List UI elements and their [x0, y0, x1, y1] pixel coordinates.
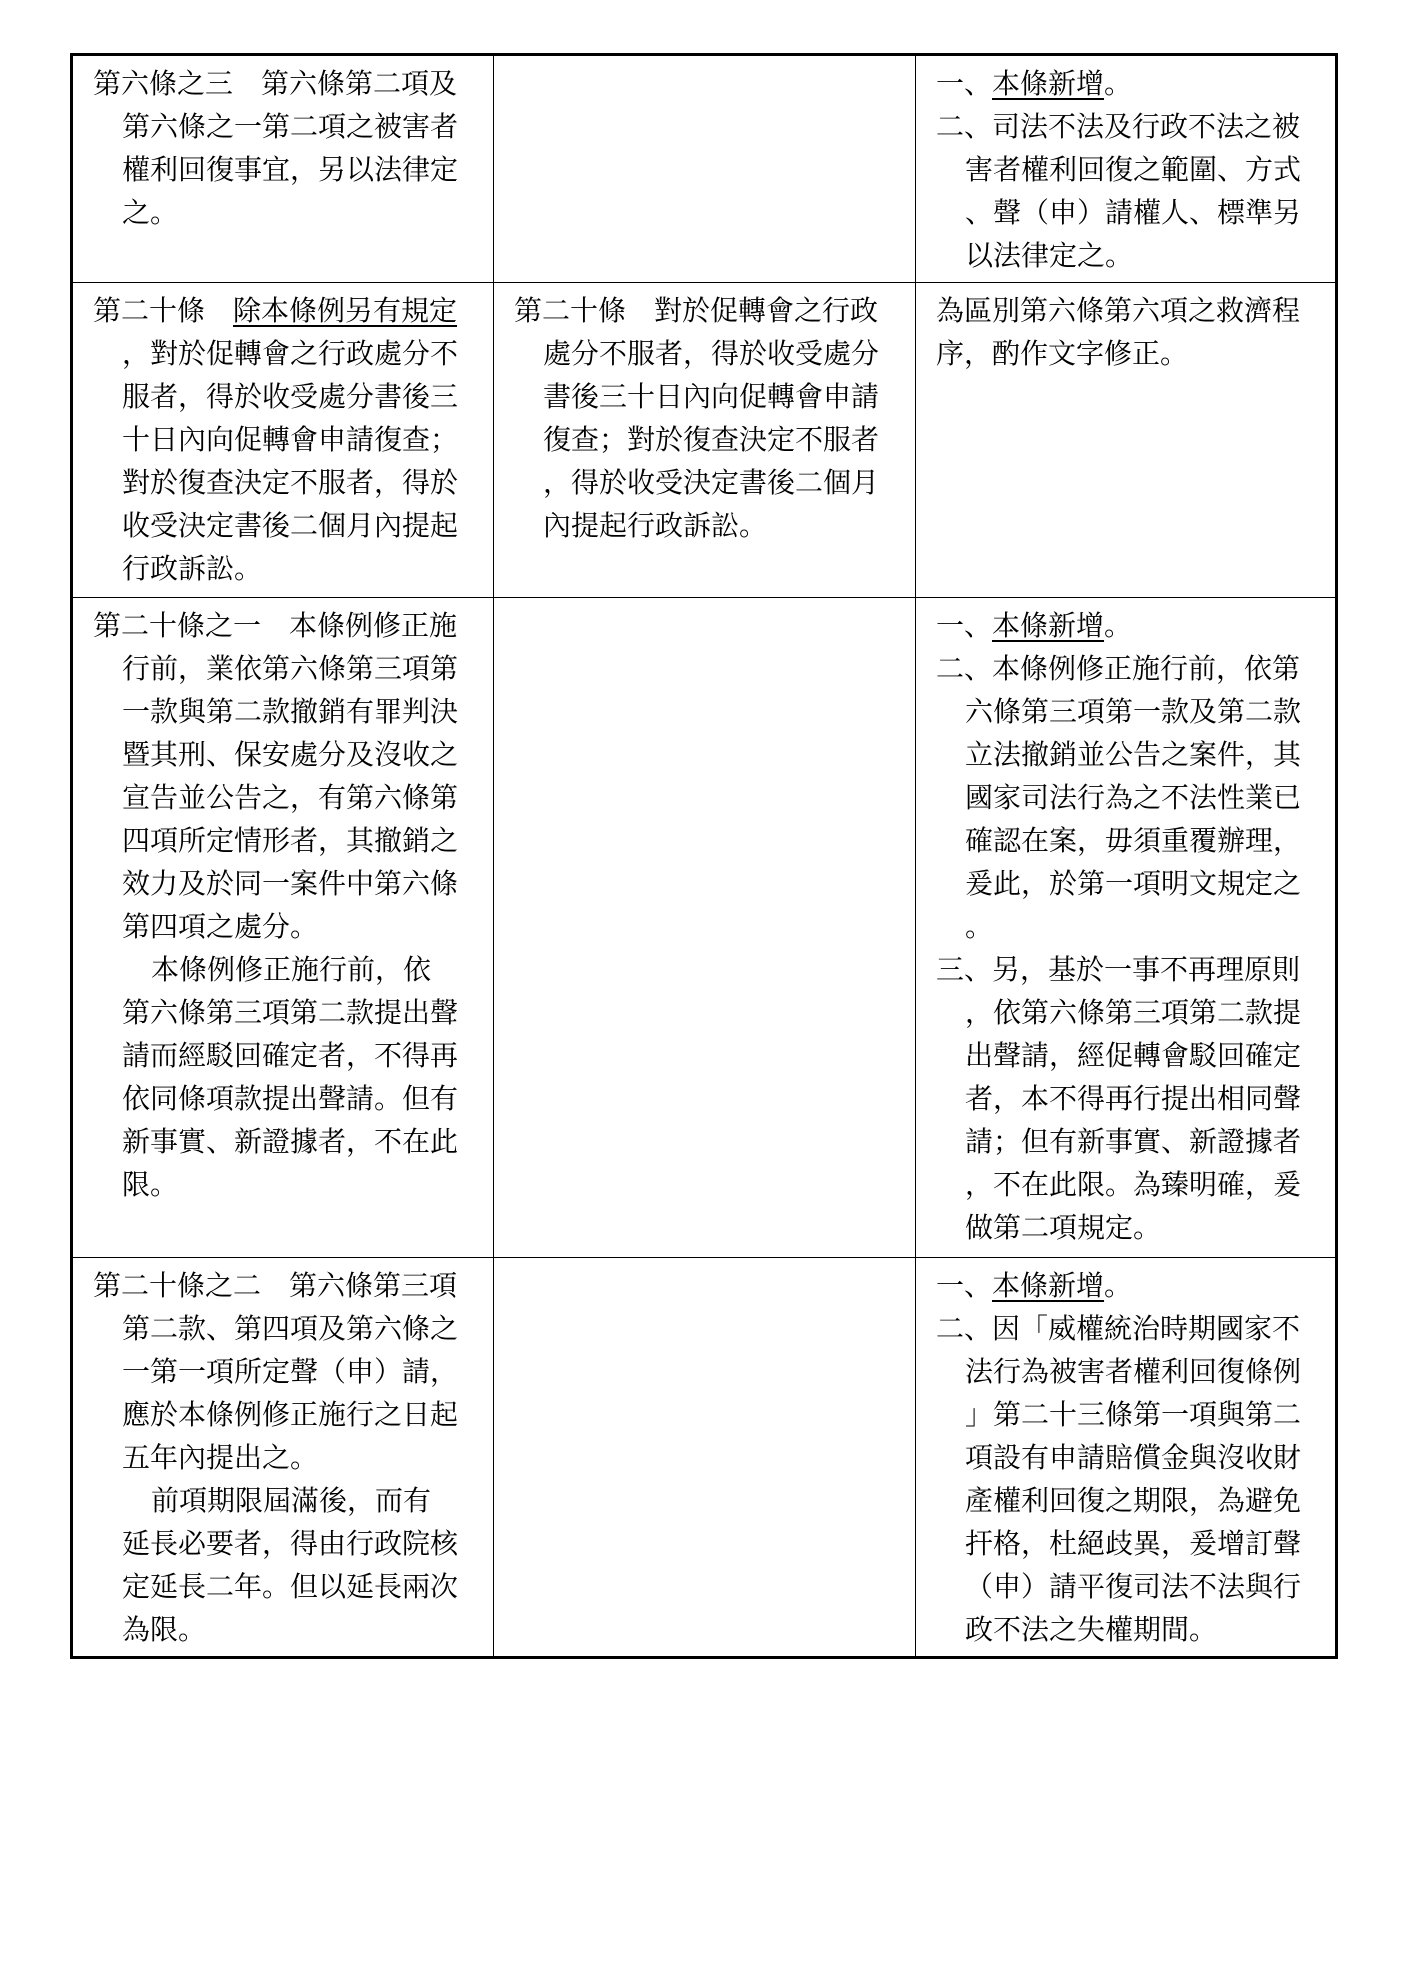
note-line: 。 [965, 910, 994, 943]
text-line: ，對於促轉會之行政處分不 [122, 337, 459, 370]
text-line: 第二十條之一 本條例修正施 [93, 609, 458, 642]
text-line: ，得於收受決定書後二個月 [543, 466, 880, 499]
note-line: 一、本條新增。 [936, 67, 1133, 100]
text-line: 宣告並公告之，有第六條第 [122, 781, 459, 814]
current-text-cell [494, 598, 916, 1258]
text-line: 書後三十日內向促轉會申請 [543, 380, 880, 413]
text-line: 為限。 [122, 1613, 207, 1646]
text-line: 第二款、第四項及第六條之 [122, 1312, 459, 1345]
note-line: 三、另，基於一事不再理原則 [936, 953, 1301, 986]
note-line: 序，酌作文字修正。 [936, 337, 1189, 370]
text-line: 五年內提出之。 [122, 1441, 319, 1474]
table-row [72, 1258, 1337, 1658]
note-line: 請；但有新事實、新證據者 [965, 1125, 1302, 1158]
text-line: 一款與第二款撤銷有罪判決 [122, 695, 459, 728]
note-line: 為區別第六條第六項之救濟程 [936, 294, 1301, 327]
note-line: 出聲請，經促轉會駁回確定 [965, 1039, 1302, 1072]
text-line: 服者，得於收受處分書後三 [122, 380, 459, 413]
note-line: 扞格，杜絕歧異，爰增訂聲 [965, 1527, 1302, 1560]
note-line: 二、司法不法及行政不法之被 [936, 110, 1301, 143]
note-line: 一、本條新增。 [936, 609, 1133, 642]
text-line: 復查；對於復查決定不服者 [543, 423, 880, 456]
text-line: 十日內向促轉會申請復查； [122, 423, 459, 456]
text-line: 第六條之一第二項之被害者 [122, 110, 459, 143]
note-line: 二、因「威權統治時期國家不 [936, 1312, 1301, 1345]
amended-text-cell [72, 1258, 494, 1658]
text-line: 處分不服者，得於收受處分 [543, 337, 880, 370]
table-row [72, 283, 1337, 598]
underlined-text: 本條新增 [992, 67, 1105, 100]
amended-text-cell [72, 283, 494, 598]
note-line: 以法律定之。 [965, 239, 1134, 272]
text-line: 效力及於同一案件中第六條 [122, 867, 459, 900]
underlined-text: 本條新增 [992, 609, 1105, 642]
text-line: 行政訴訟。 [122, 552, 263, 585]
current-text-cell [494, 283, 916, 598]
text-line: 行前，業依第六條第三項第 [122, 652, 459, 685]
explanation-cell [916, 55, 1337, 283]
note-line: 六條第三項第一款及第二款 [965, 695, 1302, 728]
text-line: 限。 [122, 1168, 179, 1201]
explanation-cell [916, 598, 1337, 1258]
text-line: 權利回復事宜，另以法律定 [122, 153, 459, 186]
table-row [72, 598, 1337, 1258]
explanation-cell [916, 283, 1337, 598]
note-line: 項設有申請賠償金與沒收財 [965, 1441, 1302, 1474]
note-line: （申）請平復司法不法與行 [965, 1570, 1302, 1603]
text-line: 第六條第三項第二款提出聲 [122, 996, 459, 1029]
note-line: 一、本條新增。 [936, 1269, 1133, 1302]
note-line: 害者權利回復之範圍、方式 [965, 153, 1302, 186]
underlined-text: 除本條例另有規定 [233, 294, 458, 327]
text-line: 收受決定書後二個月內提起 [122, 509, 459, 542]
text-line: 第四項之處分。 [122, 910, 319, 943]
current-text-cell [494, 1258, 916, 1658]
text-line: 對於復查決定不服者，得於 [122, 466, 459, 499]
current-text-cell [494, 55, 916, 283]
note-line: 產權利回復之期限，為避免 [965, 1484, 1302, 1517]
text-line: 內提起行政訴訟。 [543, 509, 768, 542]
note-line: 者，本不得再行提出相同聲 [965, 1082, 1302, 1115]
amended-text-cell [72, 598, 494, 1258]
text-line: 一第一項所定聲（申）請， [122, 1355, 459, 1388]
text-line: 應於本條例修正施行之日起 [122, 1398, 459, 1431]
text-line: 四項所定情形者，其撤銷之 [122, 824, 459, 857]
comparison-table [70, 53, 1338, 1659]
text-line: 新事實、新證據者，不在此 [122, 1125, 459, 1158]
note-line: 確認在案，毋須重覆辦理， [965, 824, 1302, 857]
text-line: 之。 [122, 196, 179, 229]
text-line: 請而經駁回確定者，不得再 [122, 1039, 459, 1072]
note-line: ，依第六條第三項第二款提 [965, 996, 1302, 1029]
text-line: 定延長二年。但以延長兩次 [122, 1570, 459, 1603]
note-line: 立法撤銷並公告之案件，其 [965, 738, 1302, 771]
text-line: 第二十條之二 第六條第三項 [93, 1269, 458, 1302]
note-line: ，不在此限。為臻明確，爰 [965, 1168, 1302, 1201]
note-line: 二、本條例修正施行前，依第 [936, 652, 1301, 685]
note-line: 政不法之失權期間。 [965, 1613, 1218, 1646]
text-line: 前項期限屆滿後，而有 [151, 1484, 432, 1517]
text-line: 第六條之三 第六條第二項及 [93, 67, 458, 100]
text-line: 延長必要者，得由行政院核 [122, 1527, 459, 1560]
note-line: 爰此，於第一項明文規定之 [965, 867, 1302, 900]
underlined-text: 本條新增 [992, 1269, 1105, 1302]
amended-text-cell [72, 55, 494, 283]
text-line: 第二十條 對於促轉會之行政 [514, 294, 879, 327]
note-line: 法行為被害者權利回復條例 [965, 1355, 1302, 1388]
text-line: 第二十條 除本條例另有規定 [93, 294, 458, 327]
text-line: 暨其刑、保安處分及沒收之 [122, 738, 459, 771]
table-row [72, 55, 1337, 283]
note-line: 」第二十三條第一項與第二 [965, 1398, 1302, 1431]
text-line: 依同條項款提出聲請。但有 [122, 1082, 459, 1115]
text-line: 本條例修正施行前，依 [151, 953, 432, 986]
explanation-cell [916, 1258, 1337, 1658]
note-line: 國家司法行為之不法性業已 [965, 781, 1302, 814]
note-line: 、聲（申）請權人、標準另 [965, 196, 1302, 229]
note-line: 做第二項規定。 [965, 1211, 1162, 1244]
